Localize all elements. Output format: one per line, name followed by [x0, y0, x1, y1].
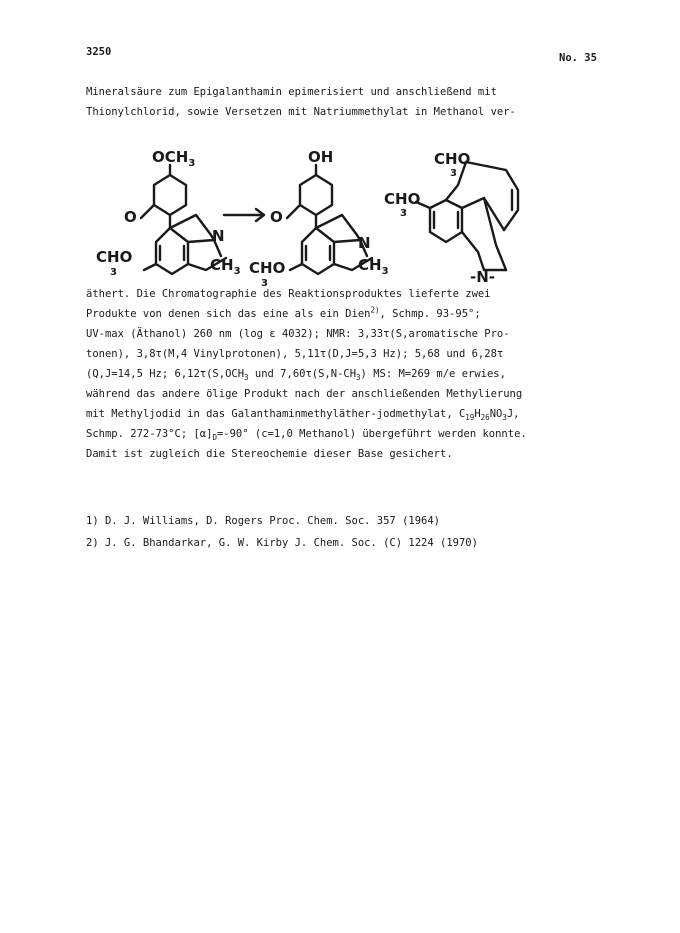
body-line-1: äthert. Die Chromatographie des Reaktionsproduktes lieferte zwei: [86, 288, 491, 300]
page-number: 3250: [86, 46, 112, 58]
compound-1-n-methyl: $CH_3$: [210, 256, 241, 277]
intro-line-2: Thionylchlorid, sowie Versetzen mit Natriummethylat in Methanol ver-: [86, 106, 516, 118]
compound-2-ring-oxygen: O: [270, 208, 283, 226]
body-line-3: UV-max (Äthanol) 260 nm (log ε 4032); NMR: 3,33τ(S,aromatische Pro-: [86, 328, 510, 340]
compound-1-nitrogen: N: [212, 227, 225, 245]
compound-1-methoxy-top: $OCH_3$: [152, 148, 196, 169]
compound-2-methoxy: CHO: [249, 259, 286, 277]
reference-item: 2) J. G. Bhandarkar, G. W. Kirby J. Chem. Soc. (C) 1224 (1970): [86, 537, 478, 549]
reference-item: 1) D. J. Williams, D. Rogers Proc. Chem. Soc. 357 (1964): [86, 515, 441, 527]
intro-line-1: Mineralsäure zum Epigalanthamin epimerisiert und anschließend mit: [86, 86, 497, 98]
references-list: [86, 510, 478, 554]
compound-2-hydroxyl: OH: [308, 148, 334, 166]
body-line-8: Schmp. 272-73°C; $[\alpha]_D=-90^\circ$ (c=1,0 Methanol) übergeführt werden konnte.: [86, 428, 527, 443]
compound-3-top-sub: 3: [450, 168, 457, 179]
body-line-4: tonen), 3,8τ(M,4 Vinylprotonen), 5,11τ(D,J=5,3 Hz); 5,68 und 6,28τ: [86, 348, 504, 360]
reaction-arrow-glyph: ⟶: [86, 140, 87, 141]
compound-3-side-sub: 3: [400, 208, 407, 219]
body-line-2: Produkte von denen sich das eine als ein Dien$^{2)}$, Schmp. 93-95°;: [86, 305, 481, 320]
compound-1-methoxy-sub: 3: [110, 267, 117, 278]
compound-2-nitrogen: N: [358, 234, 371, 252]
body-paragraph: [86, 284, 527, 464]
journal-issue: No. 35: [559, 52, 597, 64]
compound-2-methoxy-sub: 3: [261, 278, 268, 289]
compound-1-methoxy-bottom: CHO: [96, 248, 133, 266]
compound-1-ring-oxygen: O: [124, 208, 137, 226]
compound-3-methoxy-side: CHO: [384, 190, 421, 208]
body-line-7: mit Methyljodid in das Galanthaminmethyläther-jodmethylat, $C_{19}H_{26}NO_3J$,: [86, 408, 520, 423]
body-line-6: während das andere ölige Produkt nach der anschließenden Methylierung: [86, 388, 523, 400]
reaction-arrow: [224, 209, 264, 221]
intro-paragraph: [86, 82, 516, 122]
compound-2-n-methyl: $CH_3$: [358, 256, 389, 277]
body-line-5: (Q,J=14,5 Hz; $6,12\tau(S,OCH_3$ und $7,60\tau(S,N-CH_3)$ MS: M=269 m/e erwies,: [86, 368, 506, 383]
compound-3-methoxy-top: CHO: [434, 150, 471, 168]
body-line-9: Damit ist zugleich die Stereochemie dieser Base gesichert.: [86, 448, 453, 460]
compound-3-structure: [416, 162, 518, 270]
reaction-scheme-figure: [86, 140, 586, 290]
compound-3-nitrogen: -N-: [470, 268, 496, 286]
